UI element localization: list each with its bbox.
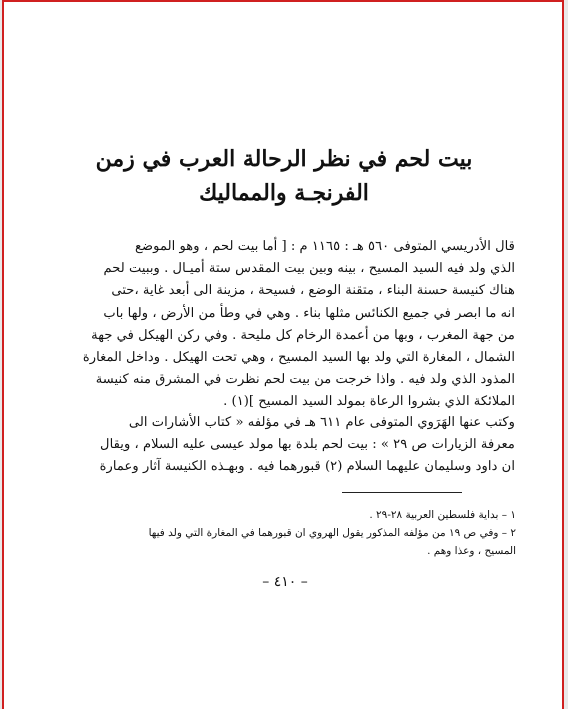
footnote-1: ١ – بداية فلسطين العربية ٢٨-٢٩ .	[369, 509, 516, 521]
footnotes	[68, 506, 516, 560]
text-line: هناك كنيسة حسنة البناء ، متقنة الوضع ، فسيحة ، مزينة الى أبعد غاية ،حتى	[111, 283, 515, 299]
text-line: انه ما ابصر في جميع الكنائس مثلها بناء . وهي في وطأ من الأرض ، ولها باب	[103, 305, 515, 321]
text-line: من جهة المغرب ، وبها من أعمدة الرخام كل مليحة . وفي ركن الهيكل في جهة	[91, 327, 515, 343]
footnote-2: ٢ – وفي ص ١٩ من مؤلفه المذكور يقول الهروي ان قبورهما في المغارة التي ولد فيها	[148, 527, 516, 539]
page-number: – ٤١٠ –	[262, 574, 308, 590]
chapter-title-line-2: الفرنجـة والمماليك	[199, 180, 369, 206]
text-line: قال الأدريسي المتوفى ٥٦٠ هـ : ١١٦٥ م : [ أما بيت لحم ، وهو الموضع	[134, 239, 515, 254]
text-line: وكتب عنها الهَرَوي المتوفى عام ٦١١ هـ في مؤلفه « كتاب الأشارات الى	[128, 415, 515, 430]
text-line: الذي ولد فيه السيد المسيح ، بينه وبين بيت المقدس ستة أميـال . وببيت لحم	[103, 261, 515, 277]
text-line: ان داود وسليمان عليهما السلام (٢) قبورهما فيه . وبهـذه الكنيسة آثار وعمارة	[99, 459, 515, 475]
footnote-separator	[342, 492, 462, 493]
document-page	[2, 0, 564, 709]
text-line: المذود الذي ولد فيه . واذا خرجت من بيت لحم نظرت في المشرق منه كنيسة	[95, 372, 515, 388]
text-line: الشمال ، المغارة التي ولد بها السيد المسيح ، وهي تحت الهيكل . وداخل المغارة	[82, 350, 515, 366]
text-line: معرفة الزيارات ص ٢٩ » : بيت لحم بلدة بها مولد عيسى عليه السلام ، ويقال	[100, 437, 515, 453]
text-line: الملائكة الذي بشروا الرعاة بمولد السيد المسيح ](١) .	[223, 394, 515, 410]
chapter-title-line-1: بيت لحم في نظر الرحالة العرب في زمن	[95, 146, 473, 172]
footnote-2-continued: المسيح ، وعذا وهم .	[427, 545, 516, 557]
paragraph-idrisi	[62, 236, 515, 414]
paragraph-harawi	[62, 412, 515, 479]
